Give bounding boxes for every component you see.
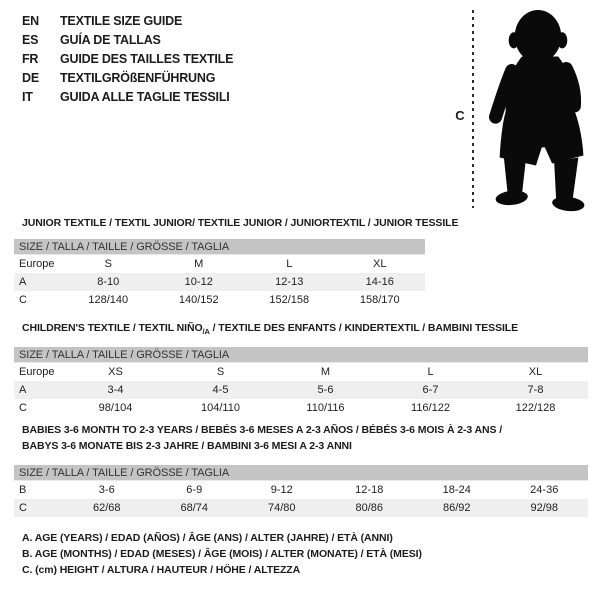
row-label-cell: Europe — [19, 366, 55, 378]
row-label-cell: A — [19, 276, 27, 288]
value-cell: L — [286, 258, 293, 270]
language-code: DE — [22, 71, 39, 85]
row-label-cell: C — [19, 502, 27, 514]
value-cell: L — [427, 366, 434, 378]
value-cell: 6-7 — [422, 384, 439, 396]
size-header-bar: SIZE / TALLA / TAILLE / GRÖSSE / TAGLIA — [14, 239, 425, 255]
toddler-silhouette-image — [485, 8, 595, 212]
table-row — [14, 363, 588, 381]
value-cell: M — [194, 258, 204, 270]
table-row — [14, 273, 425, 291]
baby-height-figure — [452, 5, 600, 215]
row-label-cell: C — [19, 402, 27, 414]
section-title-children-text: CHILDREN'S TEXTILE / TEXTIL NIÑO — [22, 322, 203, 334]
section-title-children-subscript: /A — [202, 327, 210, 337]
size-header-bar: SIZE / TALLA / TAILLE / GRÖSSE / TAGLIA — [14, 347, 588, 363]
children-size-table — [14, 347, 588, 417]
language-list — [22, 12, 233, 107]
value-cell: 14-16 — [365, 276, 394, 288]
row-label-cell: Europe — [19, 258, 55, 270]
section-title-babies — [22, 422, 502, 454]
legend-item-b: B. AGE (MONTHS) / EDAD (MESES) / ÂGE (MOIS) / ALTER (MONATE) / ETÀ (MESI) — [22, 548, 422, 560]
babies-size-table — [14, 465, 588, 517]
section-title-children-text: / TEXTILE DES ENFANTS / KINDERTEXTIL / BAMBINI TESSILE — [209, 322, 519, 334]
legend — [22, 530, 422, 578]
table-row — [14, 381, 588, 399]
value-cell: 116/122 — [411, 402, 450, 414]
language-row — [22, 88, 233, 107]
table-row — [14, 481, 588, 499]
value-cell: 18-24 — [442, 484, 471, 496]
value-cell: 4-5 — [212, 384, 229, 396]
language-title: GUÍA DE TALLAS — [60, 33, 161, 47]
value-cell: 122/128 — [515, 402, 556, 414]
value-cell: 110/116 — [306, 402, 345, 414]
size-header-bar: SIZE / TALLA / TAILLE / GRÖSSE / TAGLIA — [14, 465, 588, 481]
row-label-cell: B — [19, 484, 27, 496]
section-title-babies-line2: BABYS 3-6 MONATE BIS 2-3 JAHRE / BAMBINI 3-6 MESI A 2-3 ANNI — [22, 440, 352, 452]
value-cell: 8-10 — [97, 276, 120, 288]
section-title-junior: JUNIOR TEXTILE / TEXTIL JUNIOR/ TEXTILE JUNIOR / JUNIORTEXTIL / JUNIOR TESSILE — [22, 217, 459, 229]
value-cell: XS — [108, 366, 123, 378]
value-cell: 86/92 — [442, 502, 471, 514]
value-cell: 3-6 — [98, 484, 115, 496]
value-cell: S — [216, 366, 225, 378]
value-cell: 140/152 — [178, 294, 219, 306]
legend-item-a: A. AGE (YEARS) / EDAD (AÑOS) / ÂGE (ANS) / ALTER (JAHRE) / ETÀ (ANNI) — [22, 532, 393, 544]
value-cell: 152/158 — [269, 294, 310, 306]
value-cell: 24-36 — [530, 484, 559, 496]
junior-size-table — [14, 239, 425, 309]
section-title-babies-line1: BABIES 3-6 MONTH TO 2-3 YEARS / BEBÉS 3-6 MESES A 2-3 AÑOS / BÉBÉS 3-6 MOIS À 2-3 ANS / — [22, 424, 503, 436]
value-cell: 128/140 — [88, 294, 129, 306]
language-code: EN — [22, 14, 39, 28]
value-cell: 6-9 — [186, 484, 203, 496]
value-cell: 62/68 — [92, 502, 121, 514]
language-code: FR — [22, 52, 39, 66]
language-title: TEXTILE SIZE GUIDE — [60, 14, 183, 28]
language-code: ES — [22, 33, 39, 47]
table-row — [14, 291, 425, 309]
legend-item-c: C. (cm) HEIGHT / ALTURA / HAUTEUR / HÖHE / ALTEZZA — [22, 564, 301, 576]
value-cell: XL — [373, 258, 387, 270]
value-cell: XL — [528, 366, 543, 378]
row-label-cell: A — [19, 384, 27, 396]
value-cell: 10-12 — [184, 276, 213, 288]
value-cell: 9-12 — [270, 484, 293, 496]
language-row — [22, 12, 233, 31]
value-cell: 7-8 — [527, 384, 544, 396]
value-cell: 98/104 — [98, 402, 133, 414]
section-title-children — [22, 320, 518, 340]
language-title: TEXTILGRÖßENFÜHRUNG — [60, 71, 216, 85]
language-code: IT — [22, 90, 33, 104]
table-row — [14, 499, 588, 517]
value-cell: 12-13 — [275, 276, 304, 288]
value-cell: S — [104, 258, 112, 270]
language-row — [22, 69, 233, 88]
height-marker-label: C — [455, 108, 465, 123]
table-row — [14, 255, 425, 273]
value-cell: 5-6 — [317, 384, 334, 396]
table-row — [14, 399, 588, 417]
value-cell: 80/86 — [355, 502, 384, 514]
value-cell: 68/74 — [180, 502, 209, 514]
language-title: GUIDA ALLE TAGLIE TESSILI — [60, 90, 230, 104]
value-cell: 158/170 — [359, 294, 400, 306]
language-row — [22, 31, 233, 50]
value-cell: 12-18 — [355, 484, 384, 496]
row-label-cell: C — [19, 294, 27, 306]
value-cell: M — [320, 366, 331, 378]
value-cell: 74/80 — [267, 502, 296, 514]
value-cell: 104/110 — [201, 402, 240, 414]
language-title: GUIDE DES TAILLES TEXTILE — [60, 52, 234, 66]
value-cell: 92/98 — [530, 502, 559, 514]
language-row — [22, 50, 233, 69]
value-cell: 3-4 — [107, 384, 124, 396]
height-dashed-line — [472, 10, 474, 208]
